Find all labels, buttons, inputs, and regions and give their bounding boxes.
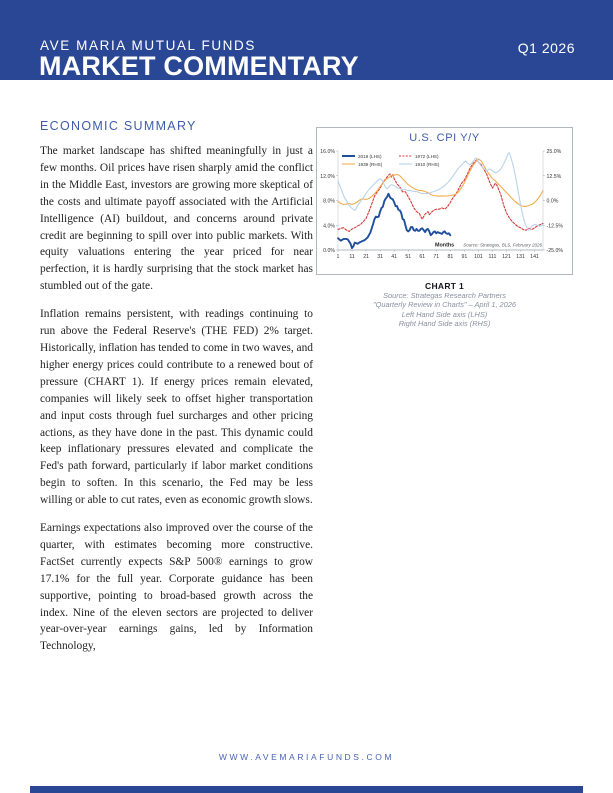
- left-axis-tick-label: 4.0%: [323, 223, 335, 230]
- x-axis-tick-label: 21: [363, 254, 369, 260]
- chart-caption: [316, 281, 573, 329]
- footer-url-link[interactable]: WWW.AVEMARIAFUNDS.COM: [218, 752, 395, 762]
- chart-title: U.S. CPI Y/Y: [409, 132, 480, 144]
- right-axis-tick-label: 12.5%: [546, 173, 562, 180]
- x-axis-tick-label: 41: [391, 254, 398, 260]
- chart-caption-line: Source: Strategas Research Partners: [383, 291, 506, 300]
- x-axis-title: Months: [435, 242, 455, 249]
- left-axis-tick-label: 12.0%: [320, 173, 335, 180]
- chart-source-note: Source: Strategas, BLS, February 2026: [463, 242, 542, 248]
- cpi-chart-svg: [317, 147, 572, 275]
- x-axis-tick-label: 31: [377, 254, 384, 260]
- x-axis-tick-label: 121: [502, 254, 511, 260]
- legend-label: 2019 (LHS): [358, 153, 382, 159]
- body-column: [40, 143, 313, 666]
- chart-caption-line: "Quarterly Review in Charts" – April 1, 2026: [373, 300, 516, 310]
- x-axis-tick-label: 141: [530, 254, 539, 260]
- paragraph-1: The market landscape has shifted meaningfully in just a few months. Oil prices have risen sharply amid the conflict in the Middle East, investors are growing more skeptical of the costs and ultimate payoff associated with the Artificial Intelligence (AI) buildout, and concerns around private credit are beginning to spill over into public markets. With equity valuations entering the year priced for near perfection, it is hardly surprising that the stock market has stumbled out of the gate.: [40, 145, 313, 293]
- left-axis-tick-label: 8.0%: [323, 198, 335, 205]
- x-axis-tick-label: 111: [488, 254, 497, 260]
- page-title: MARKET COMMENTARY: [39, 51, 359, 81]
- legend-label: 1939 (RHS): [358, 161, 383, 167]
- legend-label: 1972 (LHS): [415, 153, 439, 159]
- legend-label: 1910 (RHS): [415, 161, 440, 167]
- x-axis-tick-label: 81: [447, 254, 454, 260]
- series-line: [338, 194, 450, 248]
- x-axis-tick-label: 11: [349, 254, 355, 260]
- x-axis-tick-label: 131: [516, 254, 525, 260]
- brand-name: AVE MARIA MUTUAL FUNDS: [40, 38, 256, 53]
- x-axis-tick-label: 91: [461, 254, 468, 260]
- paragraph-2: Inflation remains persistent, with readings continuing to run above the Federal Reserve's (THE FED) 2% target. Historically, inflation has tended to come in two waves, and higher energy prices could contribute to a renewed bout of pressure (CHART 1). If energy prices remain elevated, companies will likely seek to offset higher transportation and input costs through fuel surcharges and other pricing actions, as they have done in the past. This dynamic could keep inflationary pressures elevated and complicate the Fed's path forward, particularly if labor market conditions begin to soften. In this scenario, the Fed may be less willing or able to cut rates, even as economic growth slows.: [40, 308, 313, 507]
- right-axis-tick-label: 0.0%: [546, 198, 559, 205]
- chart-caption-line: Left Hand Side axis (LHS): [401, 309, 488, 319]
- paragraph-3: Earnings expectations also improved over the course of the quarter, with estimates becoming more constructive. FactSet currently expects S&P 500® earnings to grow 17.1% for the full year. Corporate guidance has been supportive, pointing to broad-based growth across the index. Nine of the eleven sectors are projected to deliver year-over-year earnings gains, led by Information Technology,: [40, 522, 313, 653]
- section-heading: ECONOMIC SUMMARY: [40, 119, 197, 133]
- footer-bar: [30, 786, 583, 793]
- header-banner: [0, 0, 613, 80]
- x-axis-tick-label: 71: [433, 254, 440, 260]
- right-axis-tick-label: -12.5%: [546, 223, 563, 230]
- right-axis-tick-label: -25.0%: [546, 248, 563, 254]
- left-axis-tick-label: 0.0%: [323, 248, 335, 254]
- right-axis-tick-label: 25.0%: [546, 149, 562, 155]
- cpi-chart-panel: [316, 127, 573, 275]
- issue-label: Q1 2026: [517, 40, 575, 56]
- chart-caption-line: Right Hand Side axis (RHS): [398, 319, 491, 329]
- left-axis-tick-label: 16.0%: [320, 149, 335, 155]
- x-axis-tick-label: 61: [419, 254, 426, 260]
- x-axis-tick-label: 51: [405, 254, 412, 260]
- x-axis-tick-label: 101: [474, 254, 483, 260]
- chart-caption-title: CHART 1: [425, 281, 464, 291]
- x-axis-tick-label: 1: [336, 254, 340, 260]
